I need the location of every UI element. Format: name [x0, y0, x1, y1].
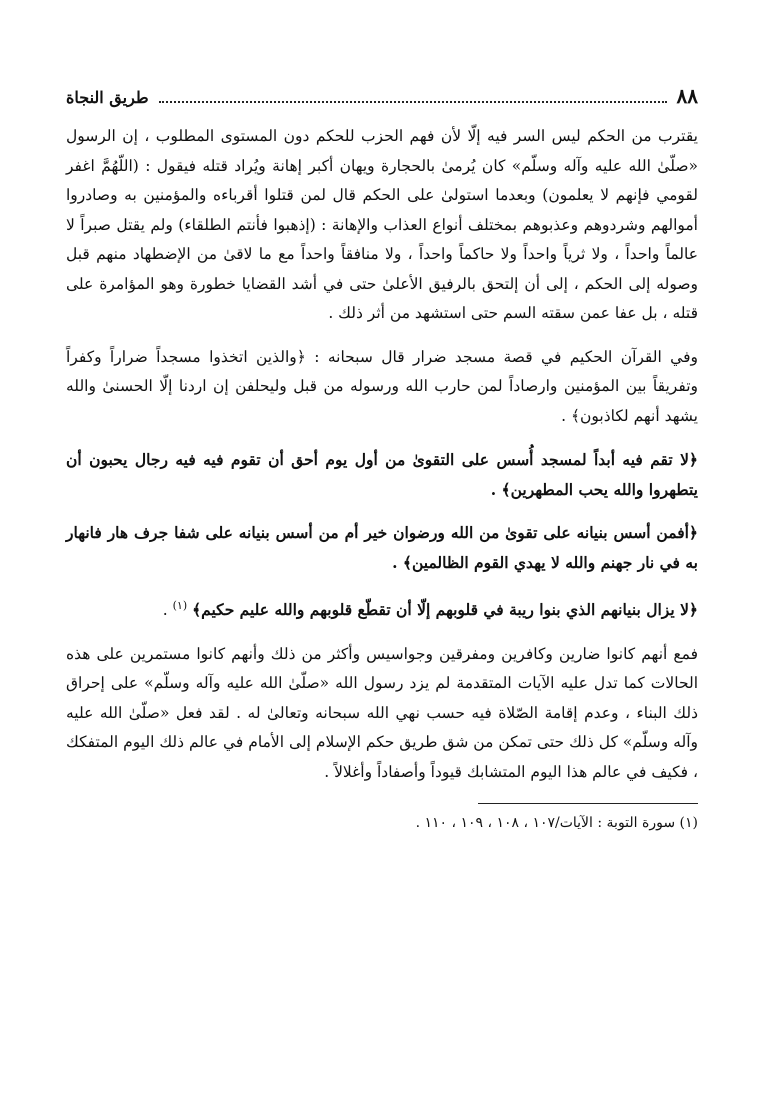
quran-verse-1: ﴿لا تقم فيه أبداً لمسجد أُسس على التقوىٰ من أول يوم أحق أن تقوم فيه فيه رجال يحبون أن يتطهروا والله يحب المطهرين﴾ . — [66, 450, 698, 499]
footnote-ref: (١) — [172, 599, 188, 612]
running-title: طريق النجاة — [66, 88, 149, 107]
quran-verse-2: ﴿أفمن أسس بنيانه على تقوىٰ من الله ورضوان خير أم من أسس بنيانه على شفا جرف هار فانهار به في نار جهنم والله لا يهدي القوم الظالمين﴾ . — [66, 523, 698, 572]
page-header — [66, 84, 698, 114]
paragraph-1: يقترب من الحكم ليس السر فيه إلّا لأن فهم الحزب للحكم دون المستوى المطلوب ، إن الرسول «صلّىٰ الله عليه وآله وسلّم» كان يُرمىٰ بالحجارة ويهان أكبر إهانة ويُراد قتله فيقول : (اللّهُمَّ اغفر لقومي فإنهم لا يعلمون) وبعدما استولىٰ على الحكم قال لمن قتلوا أقرباءه والمؤمنين به وصادروا أموالهم وشردوهم وعذبوهم بمختلف أنواع العذاب والإهانة : (إذهبوا فأنتم الطلقاء) ولم يقتل صبراً لا عالماً واحداً ، ولا ثرياً واحداً ولا حاكماً واحداً ، ولا منافقاً واحداً مع ما لاقىٰ من الإضطهاد منهم قبل وصوله إلى الحكم ، إلى أن إلتحق بالرفيق الأعلىٰ حتى في أشد القضايا خطورة وهو المؤامرة على قتله ، بل عفا عمن سقته السم حتى استشهد من أثر ذلك . — [66, 127, 698, 322]
paragraph-2: وفي القرآن الحكيم في قصة مسجد ضرار قال سبحانه : ﴿والذين اتخذوا مسجداً ضراراً وكفراً وتفريقاً بين المؤمنين وارصاداً لمن حارب الله ورسوله من قبل وليحلفن إن اردنا إلّا الحسنىٰ والله يشهد أنهم لكاذبون﴾ . — [66, 347, 698, 425]
quran-verse-3-container: ﴿لا يزال بنيانهم الذي بنوا ريبة في قلوبهم إلّا أن تقطّع قلوبهم والله عليم حكيم﴾ $^{(١)}$ . — [162, 599, 698, 620]
footnote-divider — [478, 803, 698, 804]
page-number: ٨٨ — [676, 84, 698, 108]
header-dotted-leader — [159, 89, 667, 103]
footnote: (١) سورة التوبة : الآيات/١٠٧ ، ١٠٨ ، ١٠٩ ، ١١٠ . — [415, 815, 698, 832]
paragraph-6: فمع أنهم كانوا ضارين وكافرين ومفرقين وجواسيس وأكثر من ذلك وأنهم كانوا مستمرين على هذه الحالات كما تدل عليه الآيات المتقدمة لم يزد رسول الله «صلّىٰ الله عليه وآله وسلّم» على إحراق ذلك البناء ، وعدم إقامة الصّلاة فيه حسب نهي الله سبحانه وتعالىٰ له . لقد فعل «صلّىٰ الله عليه وآله وسلّم» كل ذلك حتى تمكن من شق طريق حكم الإسلام إلى الأمام في عالم ذلك اليوم المتفكك ، فكيف في عالم هذا اليوم المتشابك قيوداً وأصفاداً وأغلالاً . — [66, 644, 698, 781]
quran-verse-3: ﴿لا يزال بنيانهم الذي بنوا ريبة في قلوبهم إلّا أن تقطّع قلوبهم والله عليم حكيم﴾ — [192, 600, 698, 620]
